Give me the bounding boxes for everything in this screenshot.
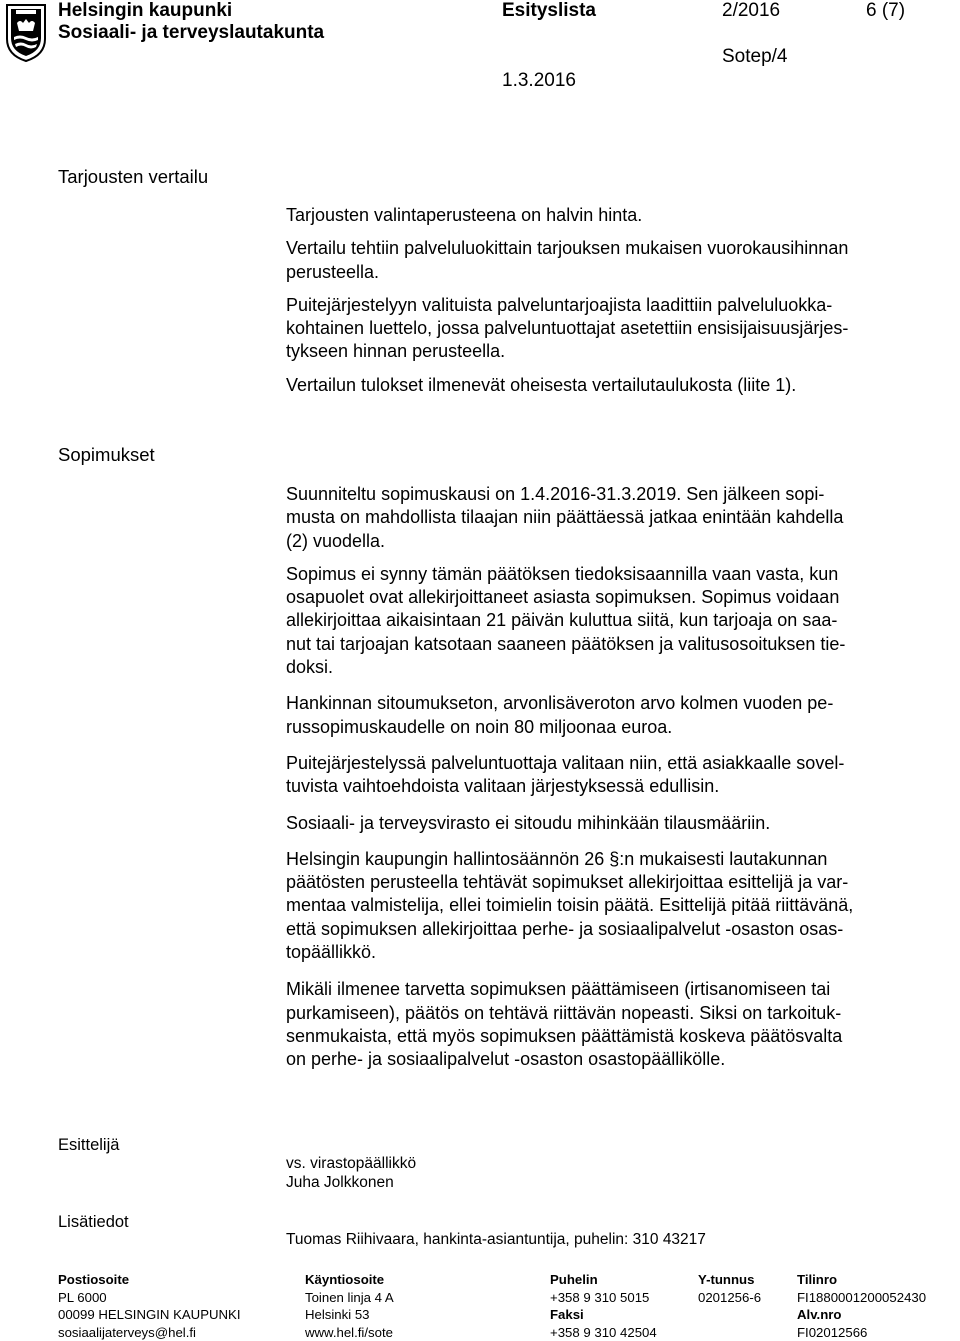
page-number: 6 (7) — [866, 0, 905, 22]
footer-line: +358 9 310 42504 — [550, 1324, 657, 1341]
footer-website: www.hel.fi/sote — [305, 1324, 394, 1341]
paragraph — [286, 563, 936, 679]
text-line: Puitejärjestelyyn valituista palveluntarjoajista laadittiin palveluluokka- — [286, 294, 936, 317]
footer-business-id — [698, 1271, 761, 1306]
text-line: päätösten perusteella tehtävät sopimukset allekirjoittaa esittelijä ja var- — [286, 871, 936, 894]
board-name: Sosiaali- ja terveyslautakunta — [58, 22, 324, 44]
section-ref: Sotep/4 — [722, 46, 788, 68]
text-line: Helsingin kaupungin hallintosäännön 26 §:n mukaisesti lautakunnan — [286, 848, 936, 871]
text-line: Suunniteltu sopimuskausi on 1.4.2016-31.3.2019. Sen jälkeen sopi- — [286, 483, 936, 506]
footer-heading: Postiosoite — [58, 1271, 241, 1289]
org-name: Helsingin kaupunki — [58, 0, 232, 22]
text-line: topäällikkö. — [286, 941, 936, 964]
footer-line: FI02012566 — [797, 1324, 926, 1341]
footer-line: +358 9 310 5015 — [550, 1289, 657, 1307]
text-line: tykseen hinnan perusteella. — [286, 340, 936, 363]
paragraph — [286, 812, 936, 835]
paragraph — [286, 374, 936, 397]
label-comparison: Tarjousten vertailu — [58, 166, 208, 188]
text-line: purkamiseen), päätös on tehtävä riittävän nopeasti. Siksi on tarkoituk- — [286, 1002, 936, 1025]
footer-line: Helsinki 53 — [305, 1306, 394, 1324]
footer-line: 00099 HELSINGIN KAUPUNKI — [58, 1306, 241, 1324]
helsinki-crest-icon — [3, 3, 49, 63]
text-line: perusteella. — [286, 261, 936, 284]
paragraph — [286, 237, 936, 284]
doc-type: Esityslista — [502, 0, 596, 22]
text-line: tuvista vaihtoehdoista valitaan järjestyksessä edullisin. — [286, 775, 936, 798]
doc-number: 2/2016 — [722, 0, 780, 22]
doc-date: 1.3.2016 — [502, 70, 576, 92]
text-line: doksi. — [286, 656, 936, 679]
comparison-section — [286, 204, 936, 397]
text-line: että sopimuksen allekirjoittaa perhe- ja sosiaalipalvelut -osaston osas- — [286, 918, 936, 941]
footer-heading: Alv.nro — [797, 1306, 926, 1324]
text-line: mentaa valmistelija, ellei toimielin toisin päätä. Esittelijä pitää riittävänä, — [286, 894, 936, 917]
footer-postal — [58, 1271, 241, 1341]
footer-account — [797, 1271, 926, 1341]
text-line: Sopimus ei synny tämän päätöksen tiedoksisaannilla vaan vasta, kun — [286, 563, 936, 586]
footer-line: PL 6000 — [58, 1289, 241, 1307]
footer-email: sosiaalijaterveys@hel.fi — [58, 1324, 241, 1341]
paragraph — [286, 294, 936, 364]
paragraph — [286, 204, 936, 227]
text-line: Puitejärjestelyssä palveluntuottaja valitaan niin, että asiakkaalle sovel- — [286, 752, 936, 775]
text-line: Tarjousten valintaperusteena on halvin hinta. — [286, 204, 936, 227]
footer-line: 0201256-6 — [698, 1289, 761, 1307]
text-line: (2) vuodella. — [286, 530, 936, 553]
label-more-info: Lisätiedot — [58, 1211, 129, 1233]
text-line: Mikäli ilmenee tarvetta sopimuksen päättämiseen (irtisanomiseen tai — [286, 978, 936, 1001]
text-line: senmukaista, että myös sopimuksen päättämistä koskeva päätösvalta — [286, 1025, 936, 1048]
presenter-name: Juha Jolkkonen — [286, 1174, 394, 1192]
footer-heading: Faksi — [550, 1306, 657, 1324]
footer-heading: Tilinro — [797, 1271, 926, 1289]
text-line: russopimuskaudelle on noin 80 miljoonaa euroa. — [286, 716, 936, 739]
text-line: Vertailu tehtiin palveluluokittain tarjouksen mukaisen vuorokausihinnan — [286, 237, 936, 260]
text-line: allekirjoittaa aikaisintaan 21 päivän kuluttua siitä, kun tarjoaja on saa- — [286, 609, 936, 632]
footer-line: FI1880001200052430 — [797, 1289, 926, 1307]
paragraph — [286, 752, 936, 799]
contact-info: Tuomas Riihivaara, hankinta-asiantuntija, puhelin: 310 43217 — [286, 1231, 706, 1249]
presenter-title: vs. virastopäällikkö — [286, 1155, 416, 1173]
text-line: Vertailun tulokset ilmenevät oheisesta vertailutaulukosta (liite 1). — [286, 374, 936, 397]
footer-heading: Y-tunnus — [698, 1271, 761, 1289]
contracts-section — [286, 483, 936, 1072]
footer-line: Toinen linja 4 A — [305, 1289, 394, 1307]
paragraph — [286, 978, 936, 1071]
label-contracts: Sopimukset — [58, 444, 155, 466]
text-line: Sosiaali- ja terveysvirasto ei sitoudu mihinkään tilausmääriin. — [286, 812, 936, 835]
text-line: kohtainen luettelo, jossa palveluntuottajat asetettiin ensisijaisuusjärjes- — [286, 317, 936, 340]
footer-visiting — [305, 1271, 394, 1341]
text-line: on perhe- ja sosiaalipalvelut -osaston osastopäällikölle. — [286, 1048, 936, 1071]
text-line: musta on mahdollista tilaajan niin päättäessä jatkaa enintään kahdella — [286, 506, 936, 529]
paragraph — [286, 848, 936, 964]
label-presenter: Esittelijä — [58, 1134, 119, 1156]
text-line: Hankinnan sitoumukseton, arvonlisäveroton arvo kolmen vuoden pe- — [286, 692, 936, 715]
text-line: osapuolet ovat allekirjoittaneet asiasta sopimuksen. Sopimus voidaan — [286, 586, 936, 609]
footer-heading: Puhelin — [550, 1271, 657, 1289]
paragraph — [286, 483, 936, 553]
footer-heading: Käyntiosoite — [305, 1271, 394, 1289]
paragraph — [286, 692, 936, 739]
footer-phone — [550, 1271, 657, 1341]
text-line: nut tai tarjoajan katsotaan saaneen päätöksen ja valitusosoituksen tie- — [286, 633, 936, 656]
